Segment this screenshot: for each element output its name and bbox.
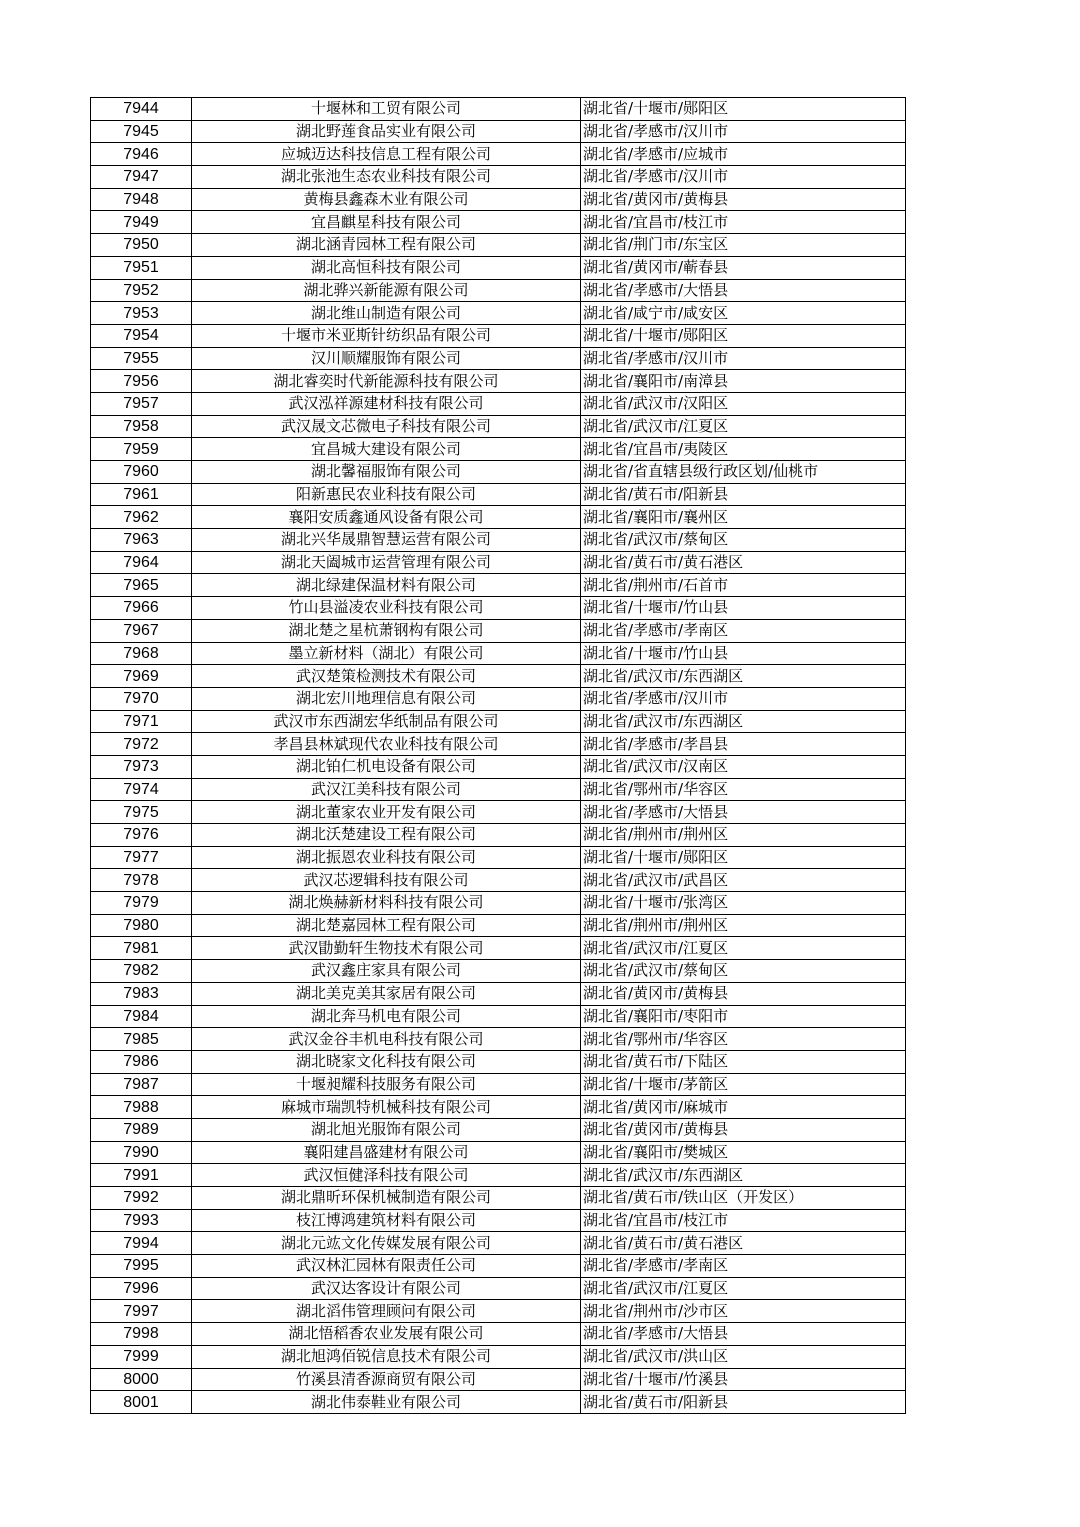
row-number-cell: 7970 xyxy=(91,687,192,710)
company-name-cell: 湖北滔伟管理顾问有限公司 xyxy=(192,1300,581,1323)
region-cell: 湖北省/十堰市/竹溪县 xyxy=(581,1368,906,1391)
table-row xyxy=(91,597,906,620)
table-row xyxy=(91,98,906,121)
table-row xyxy=(91,188,906,211)
table-row xyxy=(91,347,906,370)
row-number-cell: 7996 xyxy=(91,1277,192,1300)
region-cell: 湖北省/孝感市/大悟县 xyxy=(581,279,906,302)
table-row xyxy=(91,687,906,710)
row-number-cell: 7982 xyxy=(91,960,192,983)
company-name-cell: 湖北旭鸿佰锐信息技术有限公司 xyxy=(192,1345,581,1368)
company-name-cell: 湖北维山制造有限公司 xyxy=(192,302,581,325)
row-number-cell: 7977 xyxy=(91,846,192,869)
table-row xyxy=(91,960,906,983)
region-cell: 湖北省/十堰市/郧阳区 xyxy=(581,324,906,347)
company-name-cell: 十堰昶耀科技服务有限公司 xyxy=(192,1073,581,1096)
company-name-cell: 宜昌麒星科技有限公司 xyxy=(192,211,581,234)
company-name-cell: 湖北奔马机电有限公司 xyxy=(192,1005,581,1028)
company-name-cell: 武汉林汇园林有限责任公司 xyxy=(192,1255,581,1278)
region-cell: 湖北省/孝感市/应城市 xyxy=(581,143,906,166)
row-number-cell: 7981 xyxy=(91,937,192,960)
table-row xyxy=(91,279,906,302)
table-row xyxy=(91,1209,906,1232)
company-name-cell: 湖北骅兴新能源有限公司 xyxy=(192,279,581,302)
row-number-cell: 7950 xyxy=(91,234,192,257)
company-name-cell: 阳新惠民农业科技有限公司 xyxy=(192,483,581,506)
table-row xyxy=(91,733,906,756)
row-number-cell: 7990 xyxy=(91,1141,192,1164)
table-row xyxy=(91,415,906,438)
region-cell: 湖北省/孝感市/汉川市 xyxy=(581,120,906,143)
table-row xyxy=(91,846,906,869)
row-number-cell: 7947 xyxy=(91,166,192,189)
region-cell: 湖北省/十堰市/张湾区 xyxy=(581,892,906,915)
table-row xyxy=(91,710,906,733)
row-number-cell: 7958 xyxy=(91,415,192,438)
company-name-cell: 武汉江美科技有限公司 xyxy=(192,778,581,801)
region-cell: 湖北省/黄冈市/黄梅县 xyxy=(581,982,906,1005)
company-name-cell: 竹溪县清香源商贸有限公司 xyxy=(192,1368,581,1391)
company-name-cell: 湖北焕赫新材料科技有限公司 xyxy=(192,892,581,915)
region-cell: 湖北省/荆州市/沙市区 xyxy=(581,1300,906,1323)
row-number-cell: 7949 xyxy=(91,211,192,234)
region-cell: 湖北省/孝感市/孝昌县 xyxy=(581,733,906,756)
region-cell: 湖北省/武汉市/蔡甸区 xyxy=(581,960,906,983)
company-name-cell: 湖北野莲食品实业有限公司 xyxy=(192,120,581,143)
company-name-cell: 竹山县溢凌农业科技有限公司 xyxy=(192,597,581,620)
company-name-cell: 湖北晓家文化科技有限公司 xyxy=(192,1050,581,1073)
region-cell: 湖北省/孝感市/孝南区 xyxy=(581,619,906,642)
region-cell: 湖北省/襄阳市/襄州区 xyxy=(581,506,906,529)
table-row xyxy=(91,801,906,824)
row-number-cell: 7965 xyxy=(91,574,192,597)
table-row xyxy=(91,1277,906,1300)
row-number-cell: 7961 xyxy=(91,483,192,506)
region-cell: 湖北省/黄石市/下陆区 xyxy=(581,1050,906,1073)
table-row xyxy=(91,438,906,461)
region-cell: 湖北省/荆州市/石首市 xyxy=(581,574,906,597)
company-name-cell: 湖北元竑文化传媒发展有限公司 xyxy=(192,1232,581,1255)
table-row xyxy=(91,529,906,552)
region-cell: 湖北省/武汉市/江夏区 xyxy=(581,937,906,960)
row-number-cell: 7959 xyxy=(91,438,192,461)
company-name-cell: 湖北高恒科技有限公司 xyxy=(192,256,581,279)
company-name-cell: 湖北张池生态农业科技有限公司 xyxy=(192,166,581,189)
company-name-cell: 湖北楚嘉园林工程有限公司 xyxy=(192,914,581,937)
company-name-cell: 宜昌城大建设有限公司 xyxy=(192,438,581,461)
table-row xyxy=(91,755,906,778)
row-number-cell: 7994 xyxy=(91,1232,192,1255)
region-cell: 湖北省/荆门市/东宝区 xyxy=(581,234,906,257)
region-cell: 湖北省/孝感市/汉川市 xyxy=(581,687,906,710)
company-name-cell: 湖北悟稻香农业发展有限公司 xyxy=(192,1323,581,1346)
table-row xyxy=(91,1345,906,1368)
row-number-cell: 7954 xyxy=(91,324,192,347)
row-number-cell: 7979 xyxy=(91,892,192,915)
region-cell: 湖北省/黄石市/阳新县 xyxy=(581,483,906,506)
row-number-cell: 7973 xyxy=(91,755,192,778)
table-row xyxy=(91,1187,906,1210)
row-number-cell: 7983 xyxy=(91,982,192,1005)
row-number-cell: 7953 xyxy=(91,302,192,325)
row-number-cell: 7974 xyxy=(91,778,192,801)
company-name-cell: 襄阳建昌盛建材有限公司 xyxy=(192,1141,581,1164)
table-row xyxy=(91,143,906,166)
region-cell: 湖北省/荆州市/荆州区 xyxy=(581,914,906,937)
table-row xyxy=(91,392,906,415)
company-name-cell: 武汉楚策检测技术有限公司 xyxy=(192,665,581,688)
table-row xyxy=(91,120,906,143)
table-row xyxy=(91,982,906,1005)
row-number-cell: 7952 xyxy=(91,279,192,302)
table-row xyxy=(91,1073,906,1096)
company-name-cell: 武汉泓祥源建材科技有限公司 xyxy=(192,392,581,415)
row-number-cell: 8001 xyxy=(91,1391,192,1414)
row-number-cell: 7976 xyxy=(91,824,192,847)
row-number-cell: 7978 xyxy=(91,869,192,892)
table-row xyxy=(91,1164,906,1187)
region-cell: 湖北省/襄阳市/南漳县 xyxy=(581,370,906,393)
company-name-cell: 武汉金谷丰机电科技有限公司 xyxy=(192,1028,581,1051)
region-cell: 湖北省/武汉市/汉阳区 xyxy=(581,392,906,415)
company-name-cell: 武汉鑫庄家具有限公司 xyxy=(192,960,581,983)
table-row xyxy=(91,1028,906,1051)
company-name-cell: 黄梅县鑫森木业有限公司 xyxy=(192,188,581,211)
table-row xyxy=(91,256,906,279)
region-cell: 湖北省/黄石市/黄石港区 xyxy=(581,551,906,574)
region-cell: 湖北省/黄石市/黄石港区 xyxy=(581,1232,906,1255)
company-name-cell: 湖北铂仁机电设备有限公司 xyxy=(192,755,581,778)
row-number-cell: 7991 xyxy=(91,1164,192,1187)
region-cell: 湖北省/黄冈市/麻城市 xyxy=(581,1096,906,1119)
table-row xyxy=(91,211,906,234)
region-cell: 湖北省/鄂州市/华容区 xyxy=(581,778,906,801)
company-name-cell: 武汉市东西湖宏华纸制品有限公司 xyxy=(192,710,581,733)
row-number-cell: 7987 xyxy=(91,1073,192,1096)
region-cell: 湖北省/武汉市/东西湖区 xyxy=(581,1164,906,1187)
company-name-cell: 襄阳安质鑫通风设备有限公司 xyxy=(192,506,581,529)
region-cell: 湖北省/孝感市/大悟县 xyxy=(581,801,906,824)
row-number-cell: 7948 xyxy=(91,188,192,211)
company-name-cell: 武汉晟文芯微电子科技有限公司 xyxy=(192,415,581,438)
table-row xyxy=(91,1300,906,1323)
row-number-cell: 7946 xyxy=(91,143,192,166)
region-cell: 湖北省/武汉市/蔡甸区 xyxy=(581,529,906,552)
region-cell: 湖北省/黄石市/铁山区（开发区） xyxy=(581,1187,906,1210)
row-number-cell: 7984 xyxy=(91,1005,192,1028)
table-row xyxy=(91,324,906,347)
region-cell: 湖北省/武汉市/江夏区 xyxy=(581,415,906,438)
region-cell: 湖北省/黄冈市/黄梅县 xyxy=(581,1118,906,1141)
table-row xyxy=(91,461,906,484)
table-row xyxy=(91,551,906,574)
region-cell: 湖北省/咸宁市/咸安区 xyxy=(581,302,906,325)
company-name-cell: 湖北沃楚建设工程有限公司 xyxy=(192,824,581,847)
row-number-cell: 7957 xyxy=(91,392,192,415)
row-number-cell: 7969 xyxy=(91,665,192,688)
region-cell: 湖北省/宜昌市/枝江市 xyxy=(581,211,906,234)
region-cell: 湖北省/襄阳市/樊城区 xyxy=(581,1141,906,1164)
region-cell: 湖北省/武汉市/洪山区 xyxy=(581,1345,906,1368)
table-row xyxy=(91,824,906,847)
region-cell: 湖北省/孝感市/大悟县 xyxy=(581,1323,906,1346)
company-name-cell: 湖北兴华晟鼎智慧运营有限公司 xyxy=(192,529,581,552)
region-cell: 湖北省/十堰市/茅箭区 xyxy=(581,1073,906,1096)
row-number-cell: 7944 xyxy=(91,98,192,121)
row-number-cell: 7968 xyxy=(91,642,192,665)
row-number-cell: 7975 xyxy=(91,801,192,824)
row-number-cell: 7955 xyxy=(91,347,192,370)
company-name-cell: 武汉恒健泽科技有限公司 xyxy=(192,1164,581,1187)
company-name-cell: 湖北董家农业开发有限公司 xyxy=(192,801,581,824)
row-number-cell: 7956 xyxy=(91,370,192,393)
table-row xyxy=(91,1141,906,1164)
table-row xyxy=(91,166,906,189)
table-row xyxy=(91,506,906,529)
company-name-cell: 应城迈达科技信息工程有限公司 xyxy=(192,143,581,166)
region-cell: 湖北省/十堰市/郧阳区 xyxy=(581,846,906,869)
region-cell: 湖北省/宜昌市/枝江市 xyxy=(581,1209,906,1232)
table-row xyxy=(91,234,906,257)
company-name-cell: 十堰市米亚斯针纺织品有限公司 xyxy=(192,324,581,347)
table-row xyxy=(91,1096,906,1119)
table-row xyxy=(91,1118,906,1141)
row-number-cell: 7951 xyxy=(91,256,192,279)
company-name-cell: 湖北鼎昕环保机械制造有限公司 xyxy=(192,1187,581,1210)
region-cell: 湖北省/鄂州市/华容区 xyxy=(581,1028,906,1051)
row-number-cell: 7986 xyxy=(91,1050,192,1073)
company-name-cell: 湖北睿奕时代新能源科技有限公司 xyxy=(192,370,581,393)
row-number-cell: 7963 xyxy=(91,529,192,552)
table-row xyxy=(91,914,906,937)
company-name-cell: 墨立新材料（湖北）有限公司 xyxy=(192,642,581,665)
table-row xyxy=(91,370,906,393)
company-name-cell: 湖北旭光服饰有限公司 xyxy=(192,1118,581,1141)
table-row xyxy=(91,302,906,325)
company-name-cell: 湖北楚之星杭萧钢构有限公司 xyxy=(192,619,581,642)
company-name-cell: 湖北馨福服饰有限公司 xyxy=(192,461,581,484)
region-cell: 湖北省/武汉市/东西湖区 xyxy=(581,665,906,688)
row-number-cell: 7971 xyxy=(91,710,192,733)
table-row xyxy=(91,483,906,506)
row-number-cell: 7962 xyxy=(91,506,192,529)
region-cell: 湖北省/孝感市/孝南区 xyxy=(581,1255,906,1278)
region-cell: 湖北省/省直辖县级行政区划/仙桃市 xyxy=(581,461,906,484)
table-row xyxy=(91,665,906,688)
row-number-cell: 7980 xyxy=(91,914,192,937)
region-cell: 湖北省/十堰市/郧阳区 xyxy=(581,98,906,121)
row-number-cell: 7993 xyxy=(91,1209,192,1232)
row-number-cell: 7967 xyxy=(91,619,192,642)
company-name-cell: 武汉勖勤轩生物技术有限公司 xyxy=(192,937,581,960)
table-row xyxy=(91,1050,906,1073)
region-cell: 湖北省/十堰市/竹山县 xyxy=(581,642,906,665)
table-row xyxy=(91,1368,906,1391)
table-row xyxy=(91,1323,906,1346)
row-number-cell: 7964 xyxy=(91,551,192,574)
row-number-cell: 7989 xyxy=(91,1118,192,1141)
row-number-cell: 7985 xyxy=(91,1028,192,1051)
table-row xyxy=(91,778,906,801)
table-row xyxy=(91,1005,906,1028)
table-row xyxy=(91,642,906,665)
region-cell: 湖北省/黄石市/阳新县 xyxy=(581,1391,906,1414)
row-number-cell: 7999 xyxy=(91,1345,192,1368)
region-cell: 湖北省/武汉市/东西湖区 xyxy=(581,710,906,733)
table-body xyxy=(91,98,906,1414)
company-name-cell: 湖北振恩农业科技有限公司 xyxy=(192,846,581,869)
region-cell: 湖北省/武汉市/汉南区 xyxy=(581,755,906,778)
table-row xyxy=(91,1391,906,1414)
company-name-cell: 湖北美克美其家居有限公司 xyxy=(192,982,581,1005)
company-name-cell: 孝昌县林斌现代农业科技有限公司 xyxy=(192,733,581,756)
region-cell: 湖北省/武汉市/江夏区 xyxy=(581,1277,906,1300)
region-cell: 湖北省/宜昌市/夷陵区 xyxy=(581,438,906,461)
company-name-cell: 十堰林和工贸有限公司 xyxy=(192,98,581,121)
company-name-cell: 武汉芯逻辑科技有限公司 xyxy=(192,869,581,892)
row-number-cell: 7992 xyxy=(91,1187,192,1210)
region-cell: 湖北省/襄阳市/枣阳市 xyxy=(581,1005,906,1028)
row-number-cell: 8000 xyxy=(91,1368,192,1391)
table-row xyxy=(91,619,906,642)
region-cell: 湖北省/荆州市/荆州区 xyxy=(581,824,906,847)
region-cell: 湖北省/黄冈市/黄梅县 xyxy=(581,188,906,211)
table-row xyxy=(91,1255,906,1278)
company-name-cell: 枝江博鸿建筑材料有限公司 xyxy=(192,1209,581,1232)
region-cell: 湖北省/武汉市/武昌区 xyxy=(581,869,906,892)
row-number-cell: 7998 xyxy=(91,1323,192,1346)
region-cell: 湖北省/孝感市/汉川市 xyxy=(581,347,906,370)
region-cell: 湖北省/孝感市/汉川市 xyxy=(581,166,906,189)
table-row xyxy=(91,574,906,597)
table-row xyxy=(91,1232,906,1255)
row-number-cell: 7988 xyxy=(91,1096,192,1119)
table-row xyxy=(91,937,906,960)
company-name-cell: 湖北天阖城市运营管理有限公司 xyxy=(192,551,581,574)
company-name-cell: 汉川顺耀服饰有限公司 xyxy=(192,347,581,370)
row-number-cell: 7966 xyxy=(91,597,192,620)
row-number-cell: 7995 xyxy=(91,1255,192,1278)
company-name-cell: 湖北宏川地理信息有限公司 xyxy=(192,687,581,710)
company-name-cell: 湖北伟泰鞋业有限公司 xyxy=(192,1391,581,1414)
company-name-cell: 湖北涵青园林工程有限公司 xyxy=(192,234,581,257)
company-name-cell: 湖北绿建保温材料有限公司 xyxy=(192,574,581,597)
table-row xyxy=(91,892,906,915)
region-cell: 湖北省/十堰市/竹山县 xyxy=(581,597,906,620)
row-number-cell: 7960 xyxy=(91,461,192,484)
table-row xyxy=(91,869,906,892)
row-number-cell: 7945 xyxy=(91,120,192,143)
company-name-cell: 武汉达客设计有限公司 xyxy=(192,1277,581,1300)
company-list-table xyxy=(90,97,906,1414)
region-cell: 湖北省/黄冈市/蕲春县 xyxy=(581,256,906,279)
row-number-cell: 7997 xyxy=(91,1300,192,1323)
company-name-cell: 麻城市瑞凯特机械科技有限公司 xyxy=(192,1096,581,1119)
row-number-cell: 7972 xyxy=(91,733,192,756)
